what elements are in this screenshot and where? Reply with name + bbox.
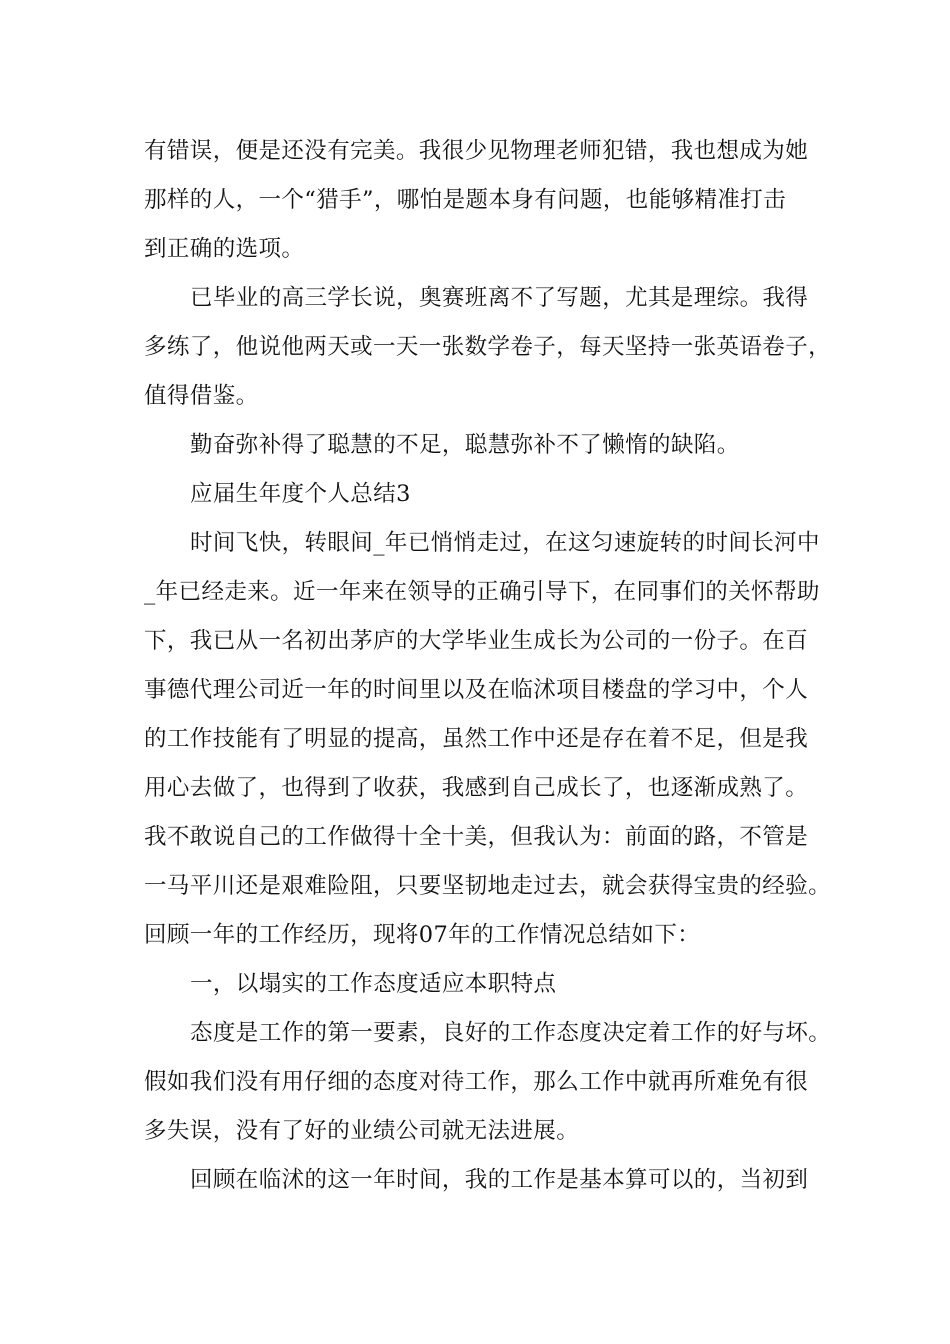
text-line: 有错误，便是还没有完美。我很少见物理老师犯错，我也想成为她 [144, 138, 809, 164]
section-heading [144, 470, 814, 519]
text-line: 事德代理公司近一年的时间里以及在临沭项目楼盘的学习中，个人 [144, 677, 809, 703]
text-line: 勤奋弥补得了聪慧的不足，聪慧弥补不了懒惰的缺陷。 [190, 432, 740, 458]
paragraph [144, 421, 814, 470]
text-line: 回顾一年的工作经历，现将07年的工作情况总结如下： [144, 922, 701, 948]
text-line: 态度是工作的第一要素，良好的工作态度决定着工作的好与坏。 [190, 1020, 832, 1046]
text-line: 值得借鉴。 [144, 383, 259, 409]
text-line: 用心去做了，也得到了收获，我感到自己成长了，也逐渐成熟了。 [144, 775, 809, 801]
paragraph [144, 274, 832, 421]
text-line: 那样的人，一个“猎手”，哪怕是题本身有问题，也能够精准打击 [144, 187, 787, 213]
text-line: 一马平川还是艰难险阻，只要坚韧地走过去，就会获得宝贵的经验。 [144, 873, 832, 899]
text-line: 下，我已从一名初出茅庐的大学毕业生成长为公司的一份子。在百 [144, 628, 809, 654]
text-line: 我不敢说自己的工作做得十全十美，但我认为：前面的路，不管是 [144, 824, 809, 850]
text-line: 的工作技能有了明显的提高，虽然工作中还是存在着不足，但是我 [144, 726, 809, 752]
subheading [144, 960, 814, 1009]
paragraph [144, 1009, 832, 1156]
paragraph [144, 1156, 814, 1205]
paragraph [144, 519, 832, 960]
subheading-text: 一，以塌实的工作态度适应本职特点 [190, 971, 557, 997]
paragraph [144, 127, 814, 274]
text-line: 多失误，没有了好的业绩公司就无法进展。 [144, 1118, 580, 1144]
text-line: 假如我们没有用仔细的态度对待工作，那么工作中就再所难免有很 [144, 1069, 809, 1095]
text-line: 多练了，他说他两天或一天一张数学卷子，每天坚持一张英语卷子， [144, 334, 832, 360]
text-line: _年已经走来。近一年来在领导的正确引导下，在同事们的关怀帮助 [144, 579, 820, 605]
text-line: 回顾在临沭的这一年时间，我的工作是基本算可以的，当初到 [190, 1167, 809, 1193]
section-heading-text: 应届生年度个人总结3 [190, 481, 411, 507]
text-line: 到正确的选项。 [144, 236, 305, 262]
text-line: 已毕业的高三学长说，奥赛班离不了写题，尤其是理综。我得 [190, 285, 809, 311]
text-line: 时间飞快，转眼间_年已悄悄走过，在这匀速旋转的时间长河中 [190, 530, 820, 556]
document-body [144, 127, 832, 1205]
